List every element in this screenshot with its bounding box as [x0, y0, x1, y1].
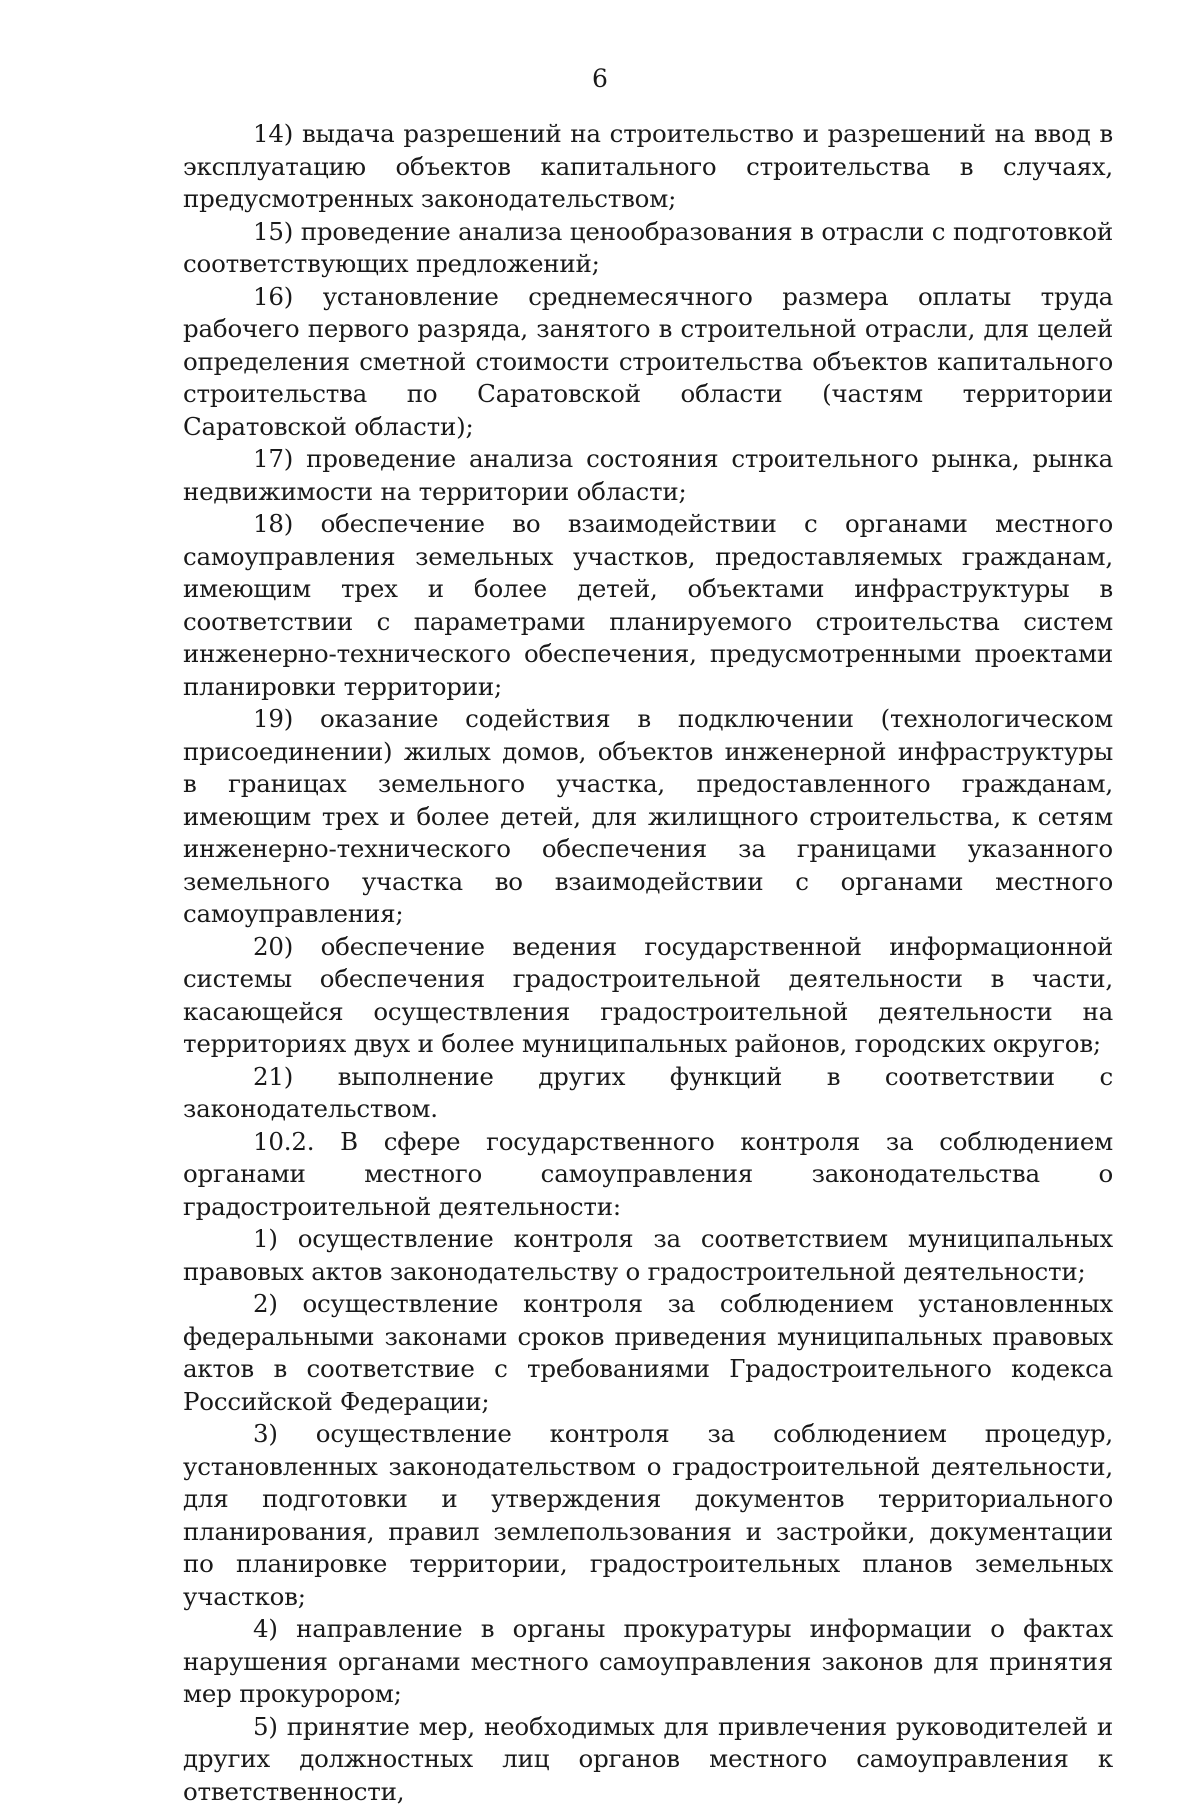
section-heading-10-2: 10.2. В сфере государственного контроля за соблюдением органами местного самоуправления законодательства о градостроительной деятельности: — [183, 1126, 1113, 1224]
paragraph-item-20: 20) обеспечение ведения государственной информационной системы обеспечения градостроительной деятельности в части, касающейся осуществления градостроительной деятельности на территориях двух и более муниципальных районов, городских округов; — [183, 931, 1113, 1061]
document-body — [183, 118, 1113, 1808]
paragraph-item-18: 18) обеспечение во взаимодействии с органами местного самоуправления земельных участков, предоставляемых гражданам, имеющим трех и более детей, объектами инфраструктуры в соответствии с параметрами планируемого строительства систем инженерно-технического обеспечения, предусмотренными проектами планировки территории; — [183, 508, 1113, 703]
paragraph-item-16: 16) установление среднемесячного размера оплаты труда рабочего первого разряда, занятого в строительной отрасли, для целей определения сметной стоимости строительства объектов капитального строительства по Саратовской области (частям территории Саратовской области); — [183, 281, 1113, 444]
paragraph-item-19: 19) оказание содействия в подключении (технологическом присоединении) жилых домов, объектов инженерной инфраструктуры в границах земельного участка, предоставленного гражданам, имеющим трех и более детей, для жилищного строительства, к сетям инженерно-технического обеспечения за границами указанного земельного участка во взаимодействии с органами местного самоуправления; — [183, 703, 1113, 931]
paragraph-item-14: 14) выдача разрешений на строительство и разрешений на ввод в эксплуатацию объектов капитального строительства в случаях, предусмотренных законодательством; — [183, 118, 1113, 216]
paragraph-item-5: 5) принятие мер, необходимых для привлечения руководителей и других должностных лиц органов местного самоуправления к ответственности, — [183, 1711, 1113, 1808]
paragraph-item-15: 15) проведение анализа ценообразования в отрасли с подготовкой соответствующих предложений; — [183, 216, 1113, 281]
paragraph-item-17: 17) проведение анализа состояния строительного рынка, рынка недвижимости на территории области; — [183, 443, 1113, 508]
paragraph-item-3: 3) осуществление контроля за соблюдением процедур, установленных законодательством о градостроительной деятельности, для подготовки и утверждения документов территориального планирования, правил землепользования и застройки, документации по планировке территории, градостроительных планов земельных участков; — [183, 1418, 1113, 1613]
paragraph-item-21: 21) выполнение других функций в соответствии с законодательством. — [183, 1061, 1113, 1126]
paragraph-item-1: 1) осуществление контроля за соответствием муниципальных правовых актов законодательству о градостроительной деятельности; — [183, 1223, 1113, 1288]
paragraph-item-2: 2) осуществление контроля за соблюдением установленных федеральными законами сроков приведения муниципальных правовых актов в соответствие с требованиями Градостроительного кодекса Российской Федерации; — [183, 1288, 1113, 1418]
page-number: 6 — [0, 64, 1200, 94]
paragraph-item-4: 4) направление в органы прокуратуры информации о фактах нарушения органами местного самоуправления законов для принятия мер прокурором; — [183, 1613, 1113, 1711]
